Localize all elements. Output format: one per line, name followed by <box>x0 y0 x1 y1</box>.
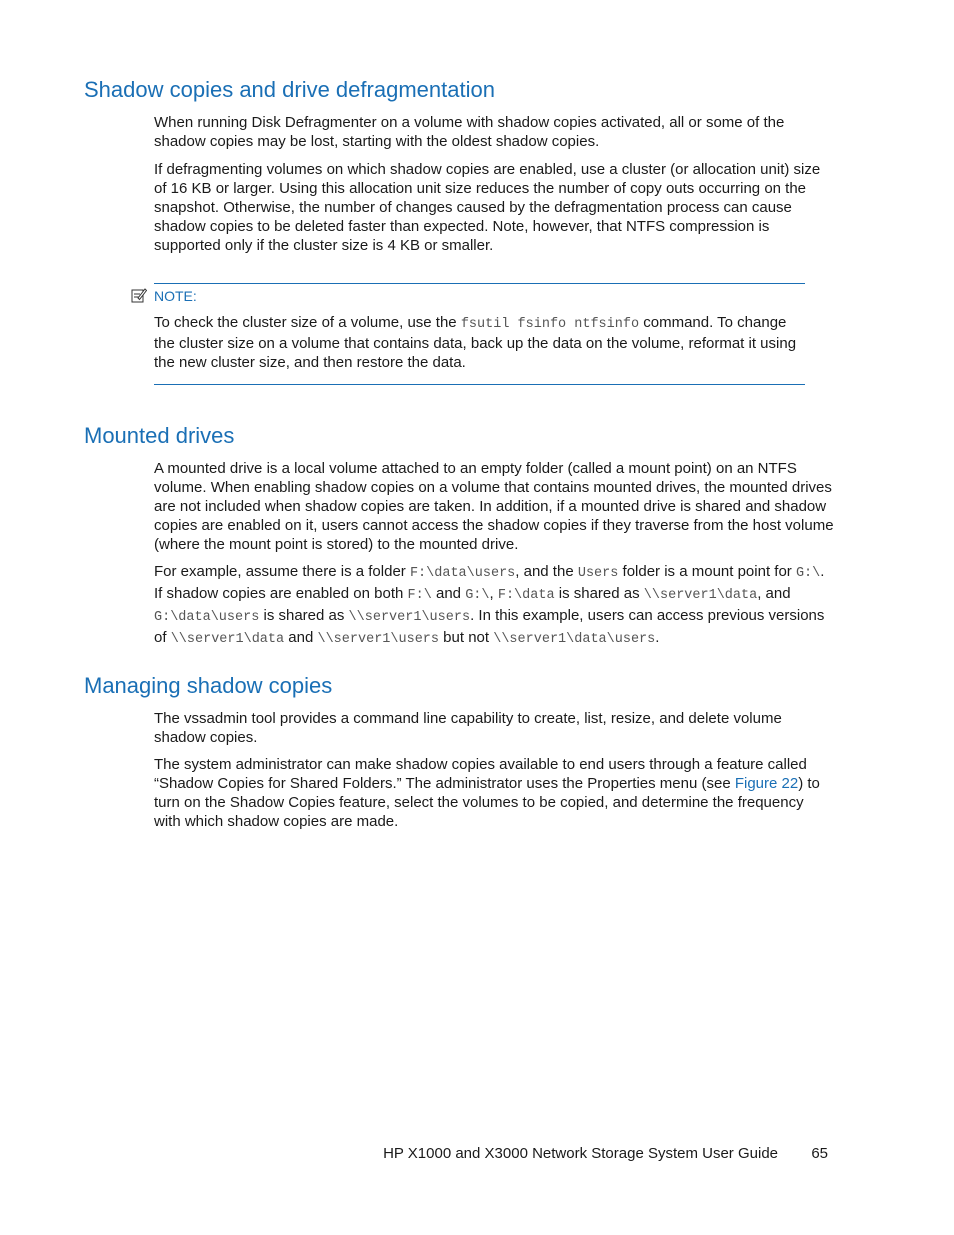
managing-paragraph-1: The vssadmin tool provides a command line capability to create, list, resize, and delete volume shadow copies. <box>154 710 782 746</box>
managing-paragraph-2: The system administrator can make shadow copies available to end users through a feature called “Shadow Copies for Shared Folders.” The administrator uses the Properties menu (see Figure 22) to turn on the Shadow Copies feature, select the volumes to be copied, and determine the frequency with which shadow copies are made. <box>154 756 820 830</box>
defrag-paragraph-2: If defragmenting volumes on which shadow copies are enabled, use a cluster (or allocation unit) size of 16 KB or larger. Using this allocation unit size reduces the number of copy outs occurring on the snapshot. Otherwise, the number of changes caused by the defragmentation process can cause shadow copies to be deleted faster than expected. Note, however, that NTFS compression is supported only if the cluster size is 4 KB or smaller. <box>154 161 821 254</box>
fsutil-command: fsutil fsinfo ntfsinfo <box>460 317 640 332</box>
figure-22-link[interactable]: Figure 22 <box>734 775 799 792</box>
note-top-rule <box>154 283 805 284</box>
mounted-paragraph-1: A mounted drive is a local volume attached to an empty folder (called a mount point) on an NTFS volume. When enabling shadow copies on a volume that contains mounted drives, the mounted drives are not included when shadow copies are taken. In addition, if a mounted drive is shared and shadow copies are enabled on it, users cannot access the shadow copies if they traverse from the host volume (where the mount point is stored) to the mounted drive. <box>154 460 834 553</box>
section-heading-mounted-drives: Mounted drives <box>84 423 235 448</box>
mounted-paragraph-2: For example, assume there is a folder F:\data\users, and the Users folder is a mount point for G:\. If shadow copies are enabled on both F:\ and G:\, F:\data is shared as \\server1\data, and G:\data\users is shared as \\server1\users. In this example, users can access previous versions of \\server1\data and \\server1\users but not \\server1\data\users. <box>154 563 825 647</box>
defrag-paragraph-1: When running Disk Defragmenter on a volume with shadow copies activated, all or some of the shadow copies may be lost, starting with the oldest shadow copies. <box>154 114 785 150</box>
footer-guide-title: HP X1000 and X3000 Network Storage System User Guide <box>383 1145 778 1162</box>
note-label: NOTE: <box>154 288 197 304</box>
note-bottom-rule <box>154 384 805 385</box>
note-pencil-icon <box>131 287 147 303</box>
note-text: To check the cluster size of a volume, use the fsutil fsinfo ntfsinfo command. To change the cluster size on a volume that contains data, back up the data on the volume, reformat it using the new cluster size, and then restore the data. <box>154 314 797 371</box>
section-heading-defragmentation: Shadow copies and drive defragmentation <box>84 77 495 102</box>
section-heading-managing-shadow-copies: Managing shadow copies <box>84 673 333 698</box>
page-number: 65 <box>811 1145 828 1162</box>
